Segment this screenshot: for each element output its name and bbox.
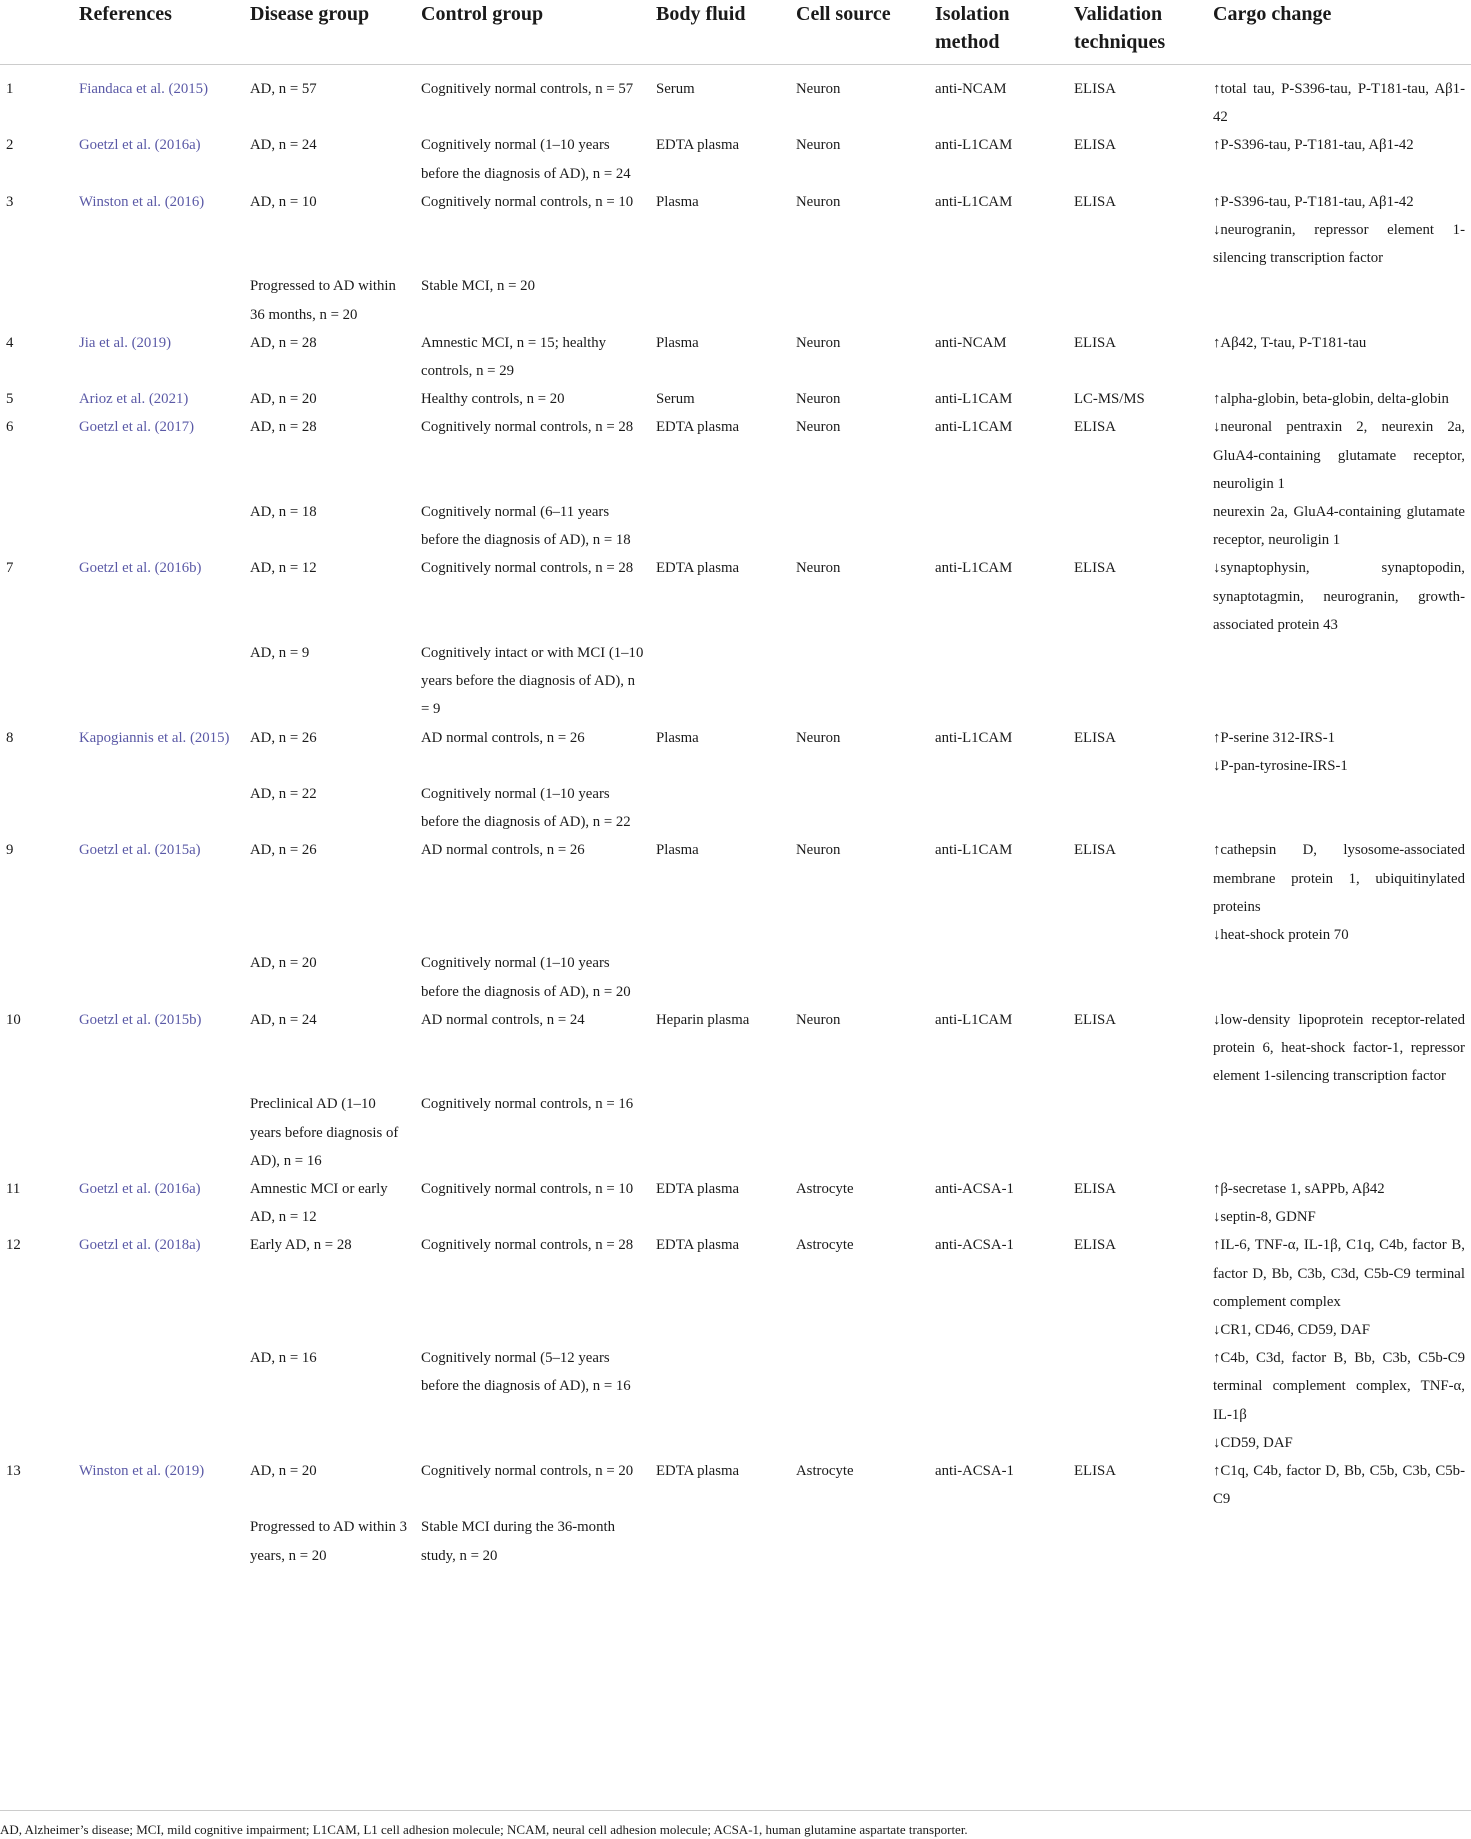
- cargo-change-line: ↓low-density lipoprotein receptor-related protein 6, heat-shock factor-1, repressor element 1-silencing transcription factor: [1213, 1011, 1465, 1085]
- control-group-cell: Healthy controls, n = 20: [421, 391, 565, 408]
- row-number: 10: [6, 1011, 21, 1028]
- validation-technique-cell: ELISA: [1074, 419, 1116, 436]
- cargo-change-line: ↓synaptophysin, synaptopodin, synaptotagmin, neurogranin, growth-associated protein 43: [1213, 560, 1465, 633]
- disease-group-cell: AD, n = 10: [250, 193, 317, 210]
- table-row: [0, 724, 1471, 780]
- body-fluid-cell: [650, 639, 790, 724]
- validation-technique-cell: [1068, 1090, 1207, 1175]
- body-fluid-cell: EDTA plasma: [656, 419, 740, 436]
- validation-technique-cell: [1068, 272, 1207, 328]
- disease-group-cell: AD, n = 18: [250, 504, 317, 521]
- reference-link: [73, 949, 244, 1005]
- cell-source-cell: Astrocyte: [796, 1237, 854, 1254]
- cargo-change-cell: [1207, 498, 1471, 554]
- header-isolation-method: Isolation method: [929, 0, 1068, 65]
- cell-source-cell: Neuron: [796, 842, 841, 859]
- cargo-change-line: ↑cathepsin D, lysosome-associated membrane protein 1, ubiquitinylated proteins: [1213, 842, 1465, 915]
- reference-link[interactable]: Goetzl et al. (2015a): [79, 842, 201, 859]
- reference-link[interactable]: Winston et al. (2019): [79, 1462, 205, 1479]
- isolation-method-cell: anti-NCAM: [935, 334, 1007, 351]
- cell-source-cell: Neuron: [796, 560, 841, 577]
- validation-technique-cell: ELISA: [1074, 1011, 1116, 1028]
- cargo-change-cell: [1207, 1513, 1471, 1569]
- cell-source-cell: Neuron: [796, 81, 841, 97]
- cell-source-cell: [790, 1513, 929, 1569]
- reference-link: [73, 1513, 244, 1569]
- reference-link[interactable]: Winston et al. (2016): [79, 193, 205, 210]
- row-number: 7: [6, 560, 14, 577]
- body-fluid-cell: EDTA plasma: [656, 1462, 740, 1479]
- cargo-change-line: ↑P-serine 312-IRS-1: [1213, 729, 1336, 746]
- isolation-method-cell: anti-ACSA-1: [935, 1237, 1014, 1254]
- cell-source-cell: Neuron: [796, 193, 841, 210]
- control-group-cell: Cognitively normal controls, n = 57: [421, 81, 634, 97]
- body-fluid-cell: Plasma: [656, 334, 699, 351]
- reference-link[interactable]: Arioz et al. (2021): [79, 391, 189, 408]
- disease-group-cell: AD, n = 24: [250, 137, 317, 154]
- table-row: [0, 272, 1471, 328]
- row-number: 9: [6, 842, 14, 859]
- control-group-cell: Cognitively normal (1–10 years before the diagnosis of AD), n = 22: [421, 786, 631, 831]
- reference-link: [73, 780, 244, 836]
- cargo-change-cell: [1207, 131, 1471, 187]
- table-row: [0, 836, 1471, 949]
- isolation-method-cell: anti-L1CAM: [935, 391, 1013, 408]
- row-number: [0, 498, 73, 554]
- header-row: [0, 0, 1471, 65]
- cargo-change-line: neurexin 2a, GluA4-containing glutamate receptor, neuroligin 1: [1213, 504, 1465, 549]
- body-fluid-cell: EDTA plasma: [656, 1237, 740, 1254]
- body-fluid-cell: EDTA plasma: [656, 560, 740, 577]
- disease-group-cell: AD, n = 28: [250, 334, 317, 351]
- row-number: [0, 780, 73, 836]
- isolation-method-cell: [929, 780, 1068, 836]
- validation-technique-cell: ELISA: [1074, 729, 1116, 746]
- control-group-cell: Cognitively normal controls, n = 20: [421, 1462, 634, 1479]
- validation-technique-cell: [1068, 949, 1207, 1005]
- control-group-cell: Cognitively normal controls, n = 16: [421, 1096, 634, 1113]
- reference-link: [73, 1090, 244, 1175]
- table-row: [0, 131, 1471, 187]
- cargo-change-cell: [1207, 554, 1471, 639]
- row-number: [0, 949, 73, 1005]
- body-fluid-cell: EDTA plasma: [656, 1180, 740, 1197]
- disease-group-cell: Preclinical AD (1–10 years before diagnosis of AD), n = 16: [250, 1096, 399, 1169]
- row-number: 1: [6, 81, 14, 97]
- table-row: [0, 1457, 1471, 1513]
- cargo-change-cell: [1207, 329, 1471, 385]
- cell-source-cell: Neuron: [796, 334, 841, 351]
- reference-link[interactable]: Goetzl et al. (2016a): [79, 1180, 201, 1197]
- isolation-method-cell: [929, 949, 1068, 1005]
- cargo-change-line: ↑alpha-globin, beta-globin, delta-globin: [1213, 391, 1449, 408]
- row-number: 13: [6, 1462, 21, 1479]
- reference-link: [73, 639, 244, 724]
- header-cell-source: Cell source: [790, 0, 929, 65]
- table-row: [0, 1513, 1471, 1569]
- reference-link: [73, 272, 244, 328]
- table-row: [0, 554, 1471, 639]
- disease-group-cell: AD, n = 9: [250, 645, 310, 662]
- reference-link[interactable]: Goetzl et al. (2015b): [79, 1011, 202, 1028]
- cargo-change-line: ↓CD59, DAF: [1213, 1434, 1293, 1451]
- body-fluid-cell: [650, 1513, 790, 1569]
- control-group-cell: Cognitively intact or with MCI (1–10 years before the diagnosis of AD), n = 9: [421, 645, 644, 718]
- reference-link[interactable]: Goetzl et al. (2017): [79, 419, 195, 436]
- cargo-change-line: ↑P-S396-tau, P-T181-tau, Aβ1-42: [1213, 193, 1414, 210]
- control-group-cell: Stable MCI during the 36-month study, n = 20: [421, 1519, 615, 1564]
- body-fluid-cell: [650, 1344, 790, 1457]
- reference-link: [73, 498, 244, 554]
- header-control-group: Control group: [415, 0, 650, 65]
- control-group-cell: Cognitively normal controls, n = 10: [421, 1180, 634, 1197]
- header-body-fluid: Body fluid: [650, 0, 790, 65]
- row-number: [0, 639, 73, 724]
- cargo-change-cell: [1207, 65, 1471, 132]
- row-number: 6: [6, 419, 14, 436]
- validation-technique-cell: ELISA: [1074, 1462, 1116, 1479]
- cargo-change-cell: [1207, 836, 1471, 949]
- row-number: 5: [6, 391, 14, 408]
- control-group-cell: AD normal controls, n = 26: [421, 729, 585, 746]
- body-fluid-cell: EDTA plasma: [656, 137, 740, 154]
- isolation-method-cell: [929, 639, 1068, 724]
- cell-source-cell: Neuron: [796, 391, 841, 408]
- control-group-cell: Cognitively normal controls, n = 10: [421, 193, 634, 210]
- cell-source-cell: [790, 1090, 929, 1175]
- cargo-change-line: ↑β-secretase 1, sAPPb, Aβ42: [1213, 1180, 1385, 1197]
- isolation-method-cell: anti-L1CAM: [935, 1011, 1013, 1028]
- validation-technique-cell: ELISA: [1074, 1237, 1116, 1254]
- isolation-method-cell: anti-L1CAM: [935, 729, 1013, 746]
- cargo-change-cell: [1207, 188, 1471, 273]
- cargo-change-cell: [1207, 1457, 1471, 1513]
- cargo-change-cell: [1207, 1344, 1471, 1457]
- cargo-change-line: ↑P-S396-tau, P-T181-tau, Aβ1-42: [1213, 137, 1414, 154]
- control-group-cell: Cognitively normal controls, n = 28: [421, 560, 634, 577]
- cell-source-cell: Astrocyte: [796, 1180, 854, 1197]
- cargo-change-cell: [1207, 1175, 1471, 1231]
- isolation-method-cell: anti-L1CAM: [935, 137, 1013, 154]
- cell-source-cell: [790, 639, 929, 724]
- table-row: [0, 780, 1471, 836]
- row-number: [0, 1090, 73, 1175]
- reference-link[interactable]: Goetzl et al. (2018a): [79, 1237, 201, 1254]
- disease-group-cell: AD, n = 22: [250, 786, 317, 803]
- table-row: [0, 1006, 1471, 1091]
- body-fluid-cell: [650, 780, 790, 836]
- disease-group-cell: AD, n = 26: [250, 842, 317, 859]
- isolation-method-cell: [929, 272, 1068, 328]
- table-row: [0, 1090, 1471, 1175]
- table-row: [0, 639, 1471, 724]
- isolation-method-cell: anti-ACSA-1: [935, 1462, 1014, 1479]
- cargo-change-cell: [1207, 1231, 1471, 1344]
- validation-technique-cell: ELISA: [1074, 137, 1116, 154]
- header-number: [0, 0, 73, 65]
- disease-group-cell: AD, n = 20: [250, 955, 317, 972]
- cell-source-cell: [790, 1344, 929, 1457]
- control-group-cell: Cognitively normal (1–10 years before the diagnosis of AD), n = 20: [421, 955, 631, 1000]
- row-number: 12: [6, 1237, 21, 1254]
- disease-group-cell: AD, n = 28: [250, 419, 317, 436]
- validation-technique-cell: [1068, 1513, 1207, 1569]
- cargo-change-line: ↓septin-8, GDNF: [1213, 1209, 1316, 1226]
- table-row: [0, 1231, 1471, 1344]
- body-fluid-cell: Plasma: [656, 729, 699, 746]
- control-group-cell: AD normal controls, n = 24: [421, 1011, 585, 1028]
- disease-group-cell: Progressed to AD within 3 years, n = 20: [250, 1519, 408, 1564]
- disease-group-cell: AD, n = 57: [250, 81, 317, 97]
- control-group-cell: Cognitively normal (1–10 years before the diagnosis of AD), n = 24: [421, 137, 631, 182]
- cell-source-cell: [790, 780, 929, 836]
- isolation-method-cell: [929, 1090, 1068, 1175]
- cargo-change-line: ↓heat-shock protein 70: [1213, 927, 1349, 944]
- isolation-method-cell: anti-L1CAM: [935, 193, 1013, 210]
- isolation-method-cell: [929, 498, 1068, 554]
- body-fluid-cell: Plasma: [656, 193, 699, 210]
- cargo-change-line: ↓neuronal pentraxin 2, neurexin 2a, GluA4-containing glutamate receptor, neuroligin 1: [1213, 419, 1465, 492]
- reference-link[interactable]: Goetzl et al. (2016a): [79, 137, 201, 154]
- cargo-change-cell: [1207, 272, 1471, 328]
- control-group-cell: Cognitively normal controls, n = 28: [421, 419, 634, 436]
- disease-group-cell: AD, n = 26: [250, 729, 317, 746]
- cargo-change-line: ↑total tau, P-S396-tau, P-T181-tau, Aβ1-42: [1213, 81, 1465, 126]
- cargo-change-cell: [1207, 780, 1471, 836]
- row-number: 3: [6, 193, 14, 210]
- reference-link[interactable]: Jia et al. (2019): [79, 334, 172, 351]
- body-fluid-cell: Serum: [656, 391, 695, 408]
- table-row: [0, 329, 1471, 385]
- table-row: [0, 498, 1471, 554]
- validation-technique-cell: ELISA: [1074, 1180, 1116, 1197]
- cargo-change-cell: [1207, 949, 1471, 1005]
- disease-group-cell: AD, n = 12: [250, 560, 317, 577]
- disease-group-cell: Early AD, n = 28: [250, 1237, 352, 1254]
- validation-technique-cell: ELISA: [1074, 81, 1116, 97]
- cell-source-cell: Neuron: [796, 729, 841, 746]
- header-disease-group: Disease group: [244, 0, 415, 65]
- header-validation-techniques: Validation techniques: [1068, 0, 1207, 65]
- cell-source-cell: [790, 949, 929, 1005]
- body-fluid-cell: [650, 272, 790, 328]
- isolation-method-cell: anti-L1CAM: [935, 419, 1013, 436]
- reference-link: [73, 1344, 244, 1457]
- cargo-change-line: ↓P-pan-tyrosine-IRS-1: [1213, 757, 1348, 774]
- table-row: [0, 385, 1471, 413]
- validation-technique-cell: [1068, 780, 1207, 836]
- table-row: [0, 949, 1471, 1005]
- cell-source-cell: [790, 498, 929, 554]
- cargo-change-line: ↓neurogranin, repressor element 1-silencing transcription factor: [1213, 222, 1465, 267]
- cargo-change-cell: [1207, 639, 1471, 724]
- cargo-change-cell: [1207, 413, 1471, 498]
- isolation-method-cell: anti-L1CAM: [935, 560, 1013, 577]
- cargo-change-line: ↓CR1, CD46, CD59, DAF: [1213, 1321, 1371, 1338]
- cell-source-cell: Neuron: [796, 1011, 841, 1028]
- control-group-cell: Cognitively normal controls, n = 28: [421, 1237, 634, 1254]
- validation-technique-cell: ELISA: [1074, 560, 1116, 577]
- cell-source-cell: Neuron: [796, 419, 841, 436]
- validation-technique-cell: ELISA: [1074, 193, 1116, 210]
- control-group-cell: Cognitively normal (5–12 years before the diagnosis of AD), n = 16: [421, 1350, 631, 1395]
- row-number: 8: [6, 729, 14, 746]
- cargo-change-cell: [1207, 1090, 1471, 1175]
- cargo-change-line: ↑C1q, C4b, factor D, Bb, C5b, C3b, C5b-C9: [1213, 1462, 1465, 1508]
- cargo-change-line: ↑IL-6, TNF-α, IL-1β, C1q, C4b, factor B, factor D, Bb, C3b, C3d, C5b-C9 terminal complement complex: [1213, 1237, 1465, 1310]
- cell-source-cell: [790, 272, 929, 328]
- disease-group-cell: Amnestic MCI or early AD, n = 12: [250, 1180, 388, 1226]
- isolation-method-cell: [929, 1344, 1068, 1457]
- row-number: [0, 1513, 73, 1569]
- table-row: [0, 188, 1471, 273]
- validation-technique-cell: LC-MS/MS: [1074, 391, 1145, 408]
- body-fluid-cell: [650, 498, 790, 554]
- cargo-change-cell: [1207, 1006, 1471, 1091]
- table-row: [0, 413, 1471, 498]
- reference-link[interactable]: Fiandaca et al. (2015): [79, 81, 209, 97]
- cell-source-cell: Neuron: [796, 137, 841, 154]
- cargo-change-cell: [1207, 724, 1471, 780]
- row-number: 11: [6, 1180, 21, 1197]
- row-number: [0, 1344, 73, 1457]
- header-cargo-change: Cargo change: [1207, 0, 1471, 65]
- control-group-cell: Stable MCI, n = 20: [421, 278, 535, 295]
- validation-technique-cell: ELISA: [1074, 842, 1116, 859]
- validation-technique-cell: [1068, 1344, 1207, 1457]
- isolation-method-cell: anti-NCAM: [935, 81, 1007, 97]
- isolation-method-cell: anti-ACSA-1: [935, 1180, 1014, 1197]
- cell-source-cell: Astrocyte: [796, 1462, 854, 1479]
- body-fluid-cell: Heparin plasma: [656, 1011, 750, 1028]
- body-fluid-cell: Serum: [656, 81, 695, 97]
- table-row: [0, 65, 1471, 132]
- control-group-cell: AD normal controls, n = 26: [421, 842, 585, 859]
- reference-link[interactable]: Kapogiannis et al. (2015): [79, 729, 230, 746]
- cargo-change-line: ↑Aβ42, T-tau, P-T181-tau: [1213, 334, 1367, 351]
- disease-group-cell: AD, n = 24: [250, 1011, 317, 1028]
- disease-group-cell: AD, n = 16: [250, 1350, 317, 1367]
- table-row: [0, 1344, 1471, 1457]
- body-fluid-cell: Plasma: [656, 842, 699, 859]
- validation-technique-cell: ELISA: [1074, 334, 1116, 351]
- validation-technique-cell: [1068, 639, 1207, 724]
- row-number: 2: [6, 137, 14, 154]
- table-footnote: AD, Alzheimer’s disease; MCI, mild cognitive impairment; L1CAM, L1 cell adhesion molecule; NCAM, neural cell adhesion molecule; ACSA-1, human glutamine aspartate transporter.: [0, 1810, 1471, 1839]
- row-number: 4: [6, 334, 14, 351]
- row-number: [0, 272, 73, 328]
- cargo-change-cell: [1207, 385, 1471, 413]
- cargo-change-line: ↑C4b, C3d, factor B, Bb, C3b, C5b-C9 terminal complement complex, TNF-α, IL-1β: [1213, 1350, 1465, 1423]
- disease-group-cell: Progressed to AD within 36 months, n = 20: [250, 278, 396, 323]
- header-references: References: [73, 0, 244, 65]
- disease-group-cell: AD, n = 20: [250, 1462, 317, 1479]
- isolation-method-cell: anti-L1CAM: [935, 842, 1013, 859]
- isolation-method-cell: [929, 1513, 1068, 1569]
- reference-link[interactable]: Goetzl et al. (2016b): [79, 560, 202, 577]
- body-fluid-cell: [650, 949, 790, 1005]
- table-row: [0, 1175, 1471, 1231]
- body-fluid-cell: [650, 1090, 790, 1175]
- control-group-cell: Cognitively normal (6–11 years before the diagnosis of AD), n = 18: [421, 504, 631, 549]
- validation-technique-cell: [1068, 498, 1207, 554]
- disease-group-cell: AD, n = 20: [250, 391, 317, 408]
- control-group-cell: Amnestic MCI, n = 15; healthy controls, n = 29: [421, 334, 607, 380]
